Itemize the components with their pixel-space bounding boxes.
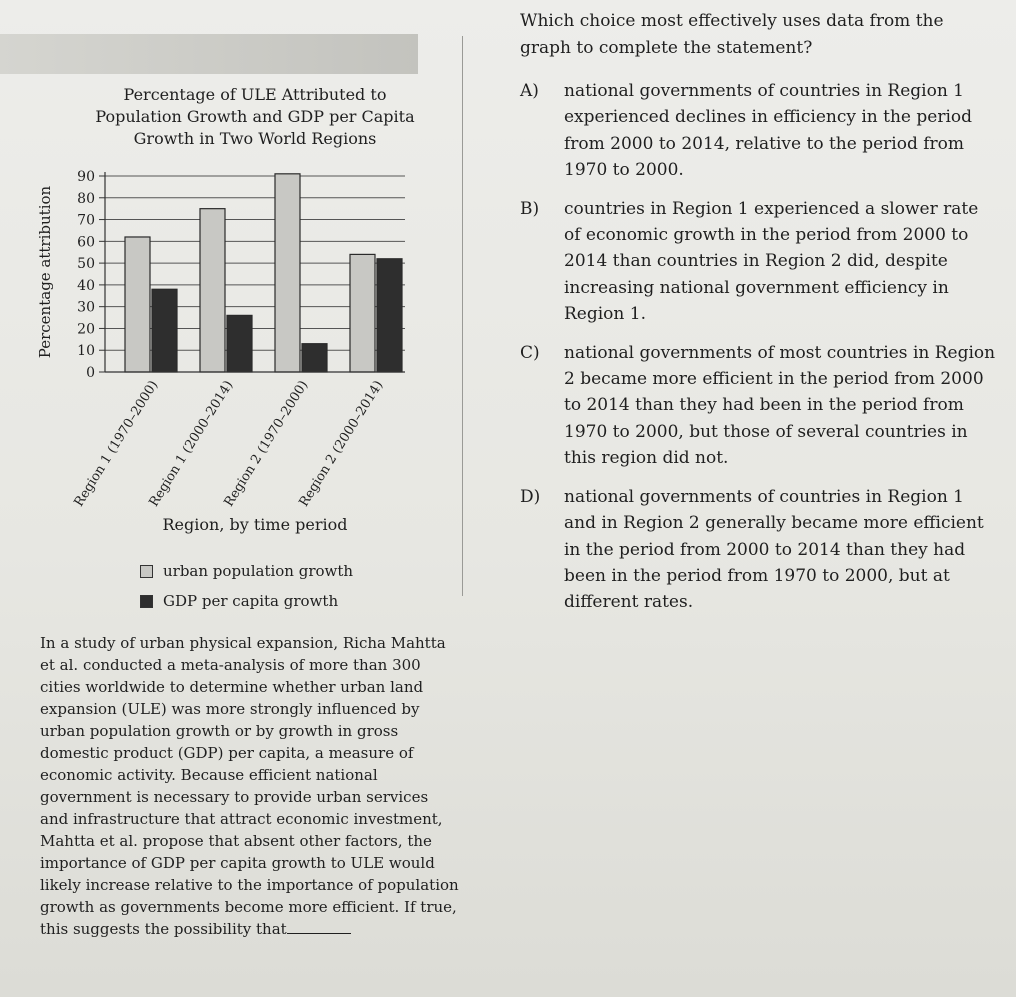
column-divider — [462, 36, 463, 596]
chart-title-line: Percentage of ULE Attributed to — [123, 85, 387, 104]
choice-c[interactable] — [520, 340, 1000, 472]
passage-body: In a study of urban physical expansion, Richa Mahtta et al. conducted a meta-analysis of more than 300 cities worldwide to determine whether urban land expansion (ULE) was more strongly influenced by urban population growth or by growth in gross domestic product (GDP) per capita, a measure of economic activity. Because efficient national government is necessary to provide urban services and infrastructure that attract economic investment, Mahtta et al. propose that absent other factors, the importance of GDP per capita growth to ULE would likely increase relative to the importance of population growth as governments become more efficient. If true, this suggests the possibility that — [40, 634, 459, 938]
choice-d[interactable] — [520, 484, 1000, 616]
legend-swatch-urban — [140, 565, 153, 578]
legend-swatch-gdp — [140, 595, 153, 608]
y-axis-label: Percentage attribution — [36, 185, 54, 359]
choice-letter: C) — [520, 342, 540, 363]
answer-choices — [520, 78, 1000, 628]
choice-letter: B) — [520, 198, 540, 219]
choice-text: national governments of countries in Region 1 and in Region 2 generally became more efficient in the period from 2000 to 2014 than they had been in the period from 1970 to 2000, but at different rates. — [564, 486, 984, 613]
legend-label: urban population growth — [163, 562, 354, 580]
y-tick-label: 50 — [77, 256, 95, 273]
bar-gdp — [377, 259, 402, 372]
y-tick-label: 60 — [77, 234, 95, 251]
choice-letter: D) — [520, 486, 541, 507]
chart-title — [70, 84, 440, 150]
question-stem: Which choice most effectively uses data from the graph to complete the statement? — [520, 11, 944, 58]
passage-text — [40, 632, 460, 940]
bar-urban — [200, 209, 225, 372]
legend-item-gdp — [140, 586, 353, 616]
choice-text: countries in Region 1 experienced a slower rate of economic growth in the period from 2000 to 2014 than countries in Region 2 did, despite increasing national government efficiency in Region 1. — [564, 198, 979, 325]
bar-gdp — [152, 289, 177, 372]
x-tick-label: Region 2 (2000–2014) — [296, 378, 387, 510]
y-tick-label: 40 — [77, 277, 95, 294]
y-tick-label: 0 — [86, 365, 95, 381]
x-tick-label: Region 2 (1970–2000) — [221, 378, 312, 510]
choice-b[interactable] — [520, 196, 1000, 328]
y-tick-label: 70 — [77, 212, 95, 229]
chart-bars — [125, 174, 402, 372]
bar-urban — [275, 174, 300, 372]
y-tick-label: 90 — [77, 169, 95, 185]
bar-gdp — [227, 315, 252, 372]
chart-legend — [140, 556, 353, 616]
scanned-shadow-band — [0, 34, 418, 74]
x-tick-label: Region 1 (2000–2014) — [146, 378, 237, 510]
legend-item-urban — [140, 556, 353, 586]
chart-title-line: Population Growth and GDP per Capita — [95, 107, 415, 126]
bar-urban — [350, 254, 375, 372]
choice-letter: A) — [520, 81, 539, 101]
y-tick-label: 30 — [77, 299, 95, 316]
bar-urban — [125, 237, 150, 372]
x-axis-label: Region, by time period — [162, 515, 348, 534]
choice-a[interactable] — [520, 78, 1000, 184]
bar-chart — [0, 150, 460, 550]
bar-gdp — [302, 344, 327, 372]
answer-blank — [287, 919, 351, 934]
y-tick-label: 20 — [77, 321, 95, 338]
chart-title-line: Growth in Two World Regions — [133, 129, 377, 148]
y-tick-label: 10 — [77, 343, 95, 360]
choice-text: national governments of most countries in Region 2 became more efficient in the period from 2000 to 2014 than they had been in the period from 1970 to 2000, but those of several countries in this region did not. — [564, 342, 996, 469]
y-tick-label: 80 — [77, 190, 95, 207]
legend-label: GDP per capita growth — [163, 592, 339, 610]
x-tick-label: Region 1 (1970–2000) — [71, 378, 162, 510]
choice-text: national governments of countries in Region 1 experienced declines in efficiency in the period from 2000 to 2014, relative to the period from 1970 to 2000. — [564, 81, 973, 181]
